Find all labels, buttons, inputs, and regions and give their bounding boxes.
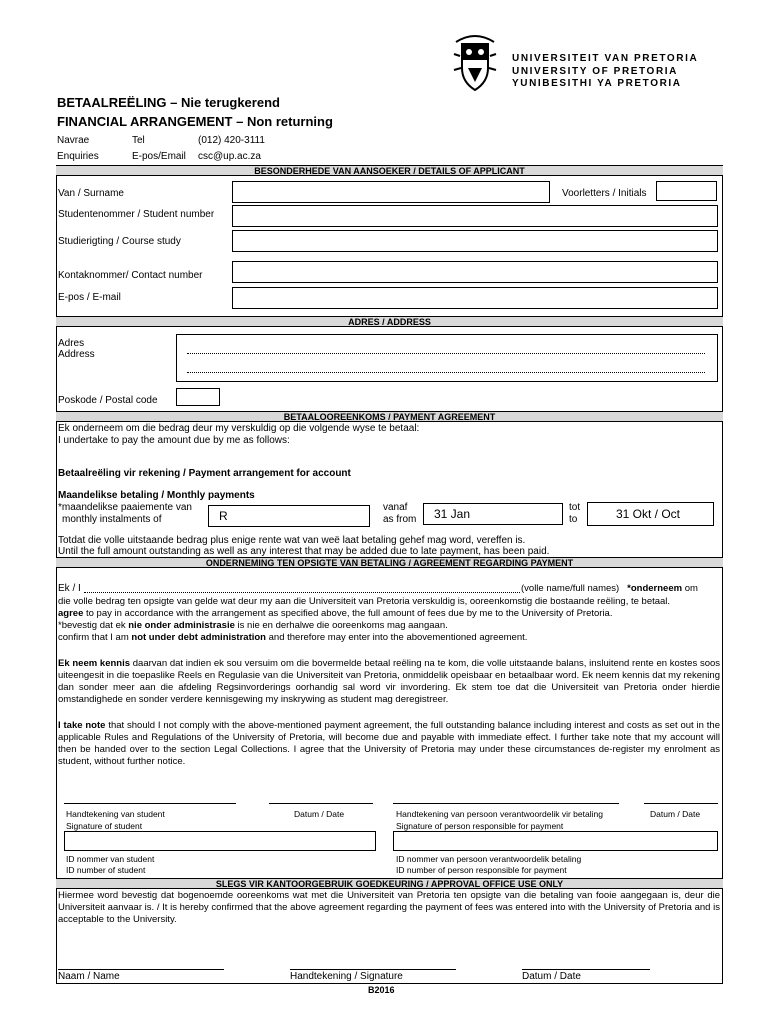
id-student-en: ID number of student: [66, 865, 146, 875]
form-title-af: BETAALREËLING – Nie terugkerend: [57, 95, 280, 110]
undertake-en: I undertake to pay the amount due by me as follows:: [58, 435, 290, 446]
office-sig-line[interactable]: [290, 969, 456, 970]
date2-label: Datum / Date: [650, 809, 701, 819]
university-crest-logo: [450, 34, 500, 94]
form-code: B2016: [368, 985, 395, 995]
uni-name-ts: YUNIBESITHI YA PRETORIA: [512, 78, 682, 89]
frame-right: [722, 165, 723, 984]
address-line-1: [187, 353, 705, 354]
full-names-text: (volle name/full names): [521, 583, 620, 594]
from-en: as from: [383, 514, 417, 525]
address-line-2: [187, 372, 705, 373]
course-field[interactable]: [232, 230, 718, 252]
full-names-label: [521, 583, 698, 595]
sig-resp-en: Signature of person responsible for payment: [396, 821, 564, 831]
kennis-rest: daarvan dat indien ek sou versuim om die bovermelde betaal reëling na te kom, die volle uitstaande balans, insluitend rente en kostes soos uiteengesit in die toepaslike Reels en Regulasie van die Universiteit van Pretoria, onmiddelik opeisbaar en betaalbaar word. Ek neem kennis dat my rekening dan sonder meer aan die afdeling Regsinvorderings oorhandig sal word vir invordering. Ek stem toe dat die Universiteit van Pretoria onder hierdie omstandighede en sonder verdere kennisgewing my inskrywing as student mag deregistreer.: [58, 658, 721, 705]
id-resp-en: ID number of person responsible for payment: [396, 865, 567, 875]
sig-resp-af: Handtekening van persoon verantwoordelik vir betaling: [396, 809, 603, 819]
date1-label: Datum / Date: [294, 809, 345, 819]
line4-post: is nie en derhalwe die ooreenkoms mag aangaan.: [237, 620, 448, 631]
date1-line[interactable]: [269, 803, 373, 804]
contact-field[interactable]: [232, 261, 718, 283]
office-date-label: Datum / Date: [522, 971, 581, 982]
monthly-heading: Maandelikse betaling / Monthly payments: [58, 490, 255, 501]
sig-student-af: Handtekening van student: [66, 809, 165, 819]
surname-label: Van / Surname: [58, 188, 124, 199]
uni-name-en: UNIVERSITY OF PRETORIA: [512, 65, 678, 77]
from-af: vanaf: [383, 502, 408, 513]
office-name-label: Naam / Name: [58, 971, 120, 982]
undertaking-line-5: [58, 632, 720, 644]
enquiries-label: Enquiries: [57, 151, 99, 162]
tel-label: Tel: [132, 135, 145, 146]
office-date-line[interactable]: [522, 969, 650, 970]
amount-field[interactable]: R: [208, 505, 370, 527]
postal-label: Poskode / Postal code: [58, 395, 158, 406]
section-office: SLEGS VIR KANTOORGEBRUIK GOEDKEURING / APPROVAL OFFICE USE ONLY: [56, 878, 723, 889]
email-applicant-field[interactable]: [232, 287, 718, 309]
line4-bold: nie onder administrasie: [128, 620, 235, 631]
frame-left: [56, 165, 57, 984]
line5-post: and therefore may enter into the abovementioned agreement.: [268, 632, 528, 643]
monthly-line-1: *maandelikse paaiemente van: [58, 502, 192, 513]
ek-prefix: Ek / I: [58, 583, 81, 594]
undertake-af: Ek onderneem om die bedrag deur my verskuldig op die volgende wyse te betaal:: [58, 423, 420, 434]
undertaking-line-2: die volle bedrag ten opsigte van gelde wat deur my aan die Universiteit van Pretoria verskuldig is, ooreenkomstig die bostaande reëling, te betaal.: [58, 596, 671, 607]
full-name-line[interactable]: [84, 592, 520, 593]
onderneem-text: *onderneem: [627, 583, 683, 594]
initials-field[interactable]: [656, 181, 717, 201]
to-en: to: [569, 514, 578, 525]
undertaking-line-3: [58, 608, 720, 620]
until-af: Totdat die volle uitstaande bedrag plus enige rente wat van weë laat betaling gehef mag word, vereffen is.: [58, 535, 526, 546]
note-paragraph: [58, 720, 720, 768]
address-label-af: Adres: [58, 338, 85, 349]
until-en: Until the full amount outstanding as well as any interest that may be added due to late payment, has been paid.: [58, 546, 550, 557]
email-value: csc@up.ac.za: [198, 151, 261, 162]
address-label-en: Address: [58, 349, 95, 360]
note-bold: I take note: [58, 720, 106, 731]
agree-bold: agree: [58, 608, 84, 619]
frame-bottom: [56, 983, 723, 984]
id-resp-field[interactable]: [393, 831, 718, 851]
email-applicant-label: E-pos / E-mail: [58, 292, 121, 303]
sig-student-line[interactable]: [64, 803, 236, 804]
date2-line[interactable]: [644, 803, 718, 804]
sig-resp-line[interactable]: [393, 803, 619, 804]
om-text: om: [684, 583, 698, 594]
postal-field[interactable]: [176, 388, 220, 406]
office-sig-label: Handtekening / Signature: [290, 971, 403, 982]
note-rest: that should I not comply with the above-mentioned payment agreement, the full outstanding balance including interest and costs as set out in the applicable Rules and Regulations of the University of Pretoria, will become due and payable with immediate effect. I further take note that my account will then be handed over to the section Legal Collections. I agree that the University of Pretoria may under these circumstances de-register my enrolment as student, without further notice.: [58, 720, 720, 767]
section-address: ADRES / ADDRESS: [56, 316, 723, 327]
office-text: Hiermee word bevestig dat bogenoemde ooreenkoms wat met die Universiteit van Pretoria ten opsigte van die betaling van fooie aangegaan is, deur die Universiteit aanvaar is. / It is hereby confirmed that the above agreement regarding the payment of fees was entered into with the University of Pretoria and is acceptable to the University.: [58, 890, 720, 925]
section-undertaking: ONDERNEMING TEN OPSIGTE VAN BETALING / AGREEMENT REGARDING PAYMENT: [56, 557, 723, 568]
student-number-field[interactable]: [232, 205, 718, 227]
from-date-field[interactable]: 31 Jan: [423, 503, 563, 525]
arrangement-heading: Betaalreëling vir rekening / Payment arrangement for account: [58, 468, 351, 479]
navrae-label: Navrae: [57, 135, 90, 146]
section-applicant: BESONDERHEDE VAN AANSOEKER / DETAILS OF APPLICANT: [56, 165, 723, 176]
monthly-line-2: monthly instalments of: [62, 514, 162, 525]
address-field[interactable]: [176, 334, 718, 382]
form-title-en: FINANCIAL ARRANGEMENT – Non returning: [57, 114, 333, 129]
agree-rest: to pay in accordance with the arrangement as specified above, the full amount of fees due by me to the University of Pretoria.: [86, 608, 613, 619]
undertaking-line-4: [58, 620, 720, 632]
office-name-line[interactable]: [58, 969, 224, 970]
contact-label: Kontaknommer/ Contact number: [58, 270, 203, 281]
line5-bold: not under debt administration: [131, 632, 266, 643]
to-af: tot: [569, 502, 581, 513]
sig-student-en: Signature of student: [66, 821, 143, 831]
university-name: [512, 53, 698, 91]
section-payment: BETAALOOREENKOMS / PAYMENT AGREEMENT: [56, 411, 723, 422]
id-resp-af: ID nommer van persoon verantwoordelik betaling: [396, 854, 582, 864]
kennis-bold: Ek neem kennis: [58, 658, 131, 669]
course-label: Studierigting / Course study: [58, 236, 181, 247]
student-number-label: Studentenommer / Student number: [58, 209, 215, 220]
to-date-field[interactable]: 31 Okt / Oct: [587, 502, 714, 526]
line5-pre: confirm that I am: [58, 632, 129, 643]
tel-value: (012) 420-3111: [198, 135, 265, 146]
line4-pre: *bevestig dat ek: [58, 620, 126, 631]
uni-name-af: UNIVERSITEIT VAN PRETORIA: [512, 53, 699, 64]
id-student-field[interactable]: [64, 831, 376, 851]
id-student-af: ID nommer van student: [66, 854, 155, 864]
email-label: E-pos/Email: [132, 151, 186, 162]
initials-label: Voorletters / Initials: [562, 188, 647, 199]
kennis-paragraph: [58, 658, 720, 706]
undertaking-block: [58, 596, 720, 644]
surname-field[interactable]: [232, 181, 550, 203]
